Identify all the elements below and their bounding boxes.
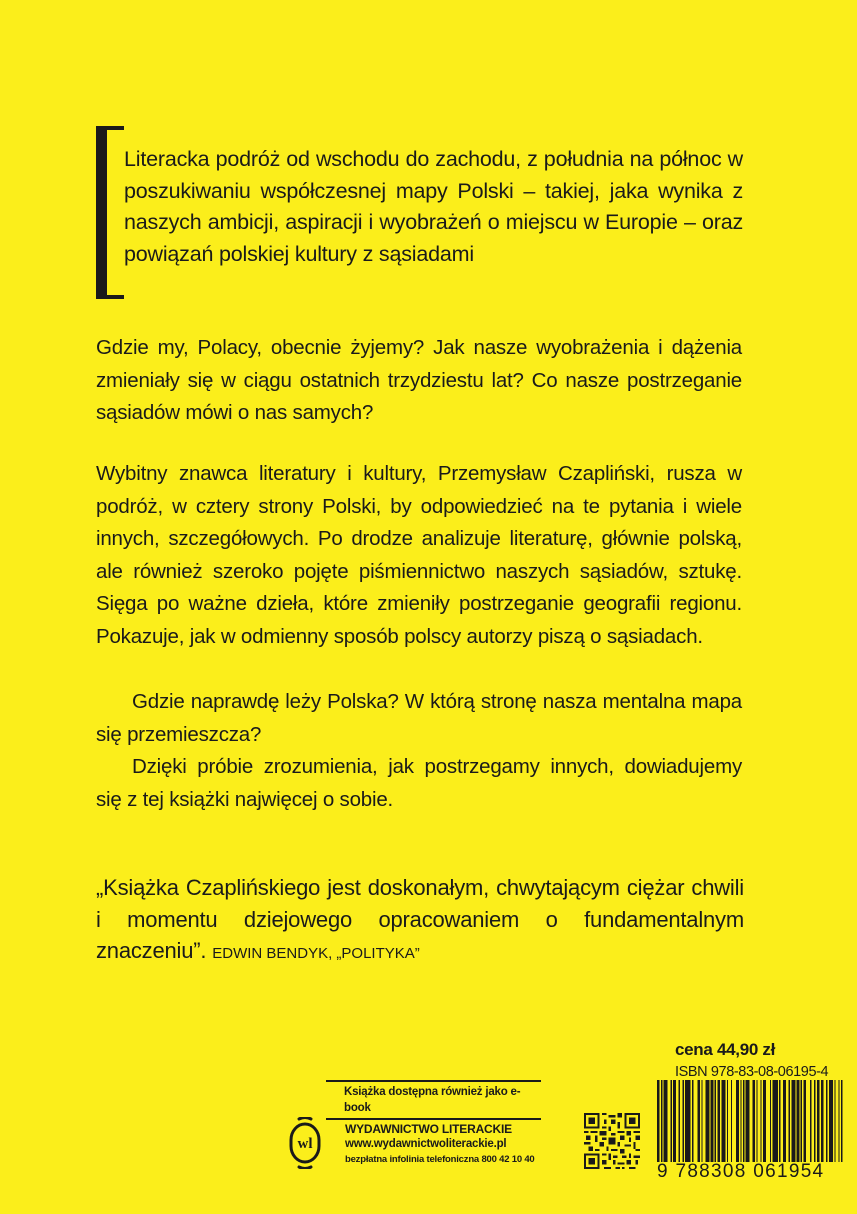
publisher-name: WYDAWNICTWO LITERACKIE [345, 1122, 512, 1136]
barcode-bar [678, 1080, 679, 1162]
ebook-note: Książka dostępna również jako e-book [326, 1080, 541, 1120]
barcode-bar [841, 1080, 842, 1162]
barcode-bar [826, 1080, 827, 1162]
barcode-bar [814, 1080, 815, 1162]
barcode-bar [661, 1080, 662, 1162]
quote-text: „Książka Czaplińskiego jest doskonałym, chwytającym ciężar chwili i momentu dziejowego opracowaniem o fundamentalnym znaczeniu” [96, 875, 744, 963]
barcode-bar [692, 1080, 693, 1162]
barcode-bar [803, 1080, 806, 1162]
barcode-bar [760, 1080, 761, 1162]
logo-letters: wl [297, 1136, 313, 1152]
barcode-bar [791, 1080, 795, 1162]
publisher-logo-icon [288, 1117, 322, 1169]
barcode-digits: 9 788308 061954 [657, 1161, 825, 1182]
barcode-icon [657, 1080, 845, 1162]
review-quote [96, 872, 744, 970]
barcode-bar [770, 1080, 771, 1162]
body-paragraph-1: Gdzie my, Polacy, obecnie żyjemy? Jak nasze wyobrażenia i dążenia zmieniały się w ciągu ostatnich trzydziestu lat? Co nasze postrzeganie sąsiadów mówi o nas samych? [96, 336, 742, 424]
quote-source: EDWIN BENDYK, „POLITYKA” [212, 945, 420, 962]
publisher-hotline: bezpłatna infolinia telefoniczna 800 42 10 40 [345, 1154, 535, 1165]
barcode-bar [715, 1080, 716, 1162]
barcode-bar [789, 1080, 790, 1162]
barcode-bar [673, 1080, 676, 1162]
barcode-bar [801, 1080, 802, 1162]
barcode-bar [740, 1080, 741, 1162]
barcode-bar [701, 1080, 702, 1162]
body-paragraph-3: Gdzie naprawdę leży Polska? W którą stronę nasza mentalna mapa się przemieszcza? [96, 690, 742, 746]
quote-separator: . [200, 938, 213, 963]
publisher-url[interactable]: www.wydawnictwoliterackie.pl [345, 1138, 507, 1150]
barcode-bar [834, 1080, 835, 1162]
barcode-bar [717, 1080, 720, 1162]
barcode-bar [752, 1080, 755, 1162]
qr-code-icon [584, 1113, 640, 1169]
barcode-bar [797, 1080, 800, 1162]
isbn-label: ISBN 978-83-08-06195-4 [675, 1064, 829, 1080]
barcode-bar [746, 1080, 750, 1162]
barcode-bar [772, 1080, 777, 1162]
barcode-bar [697, 1080, 700, 1162]
barcode-bar [756, 1080, 757, 1162]
lead-text: Literacka podróż od wschodu do zachodu, z południa na północ w poszukiwaniu współczesnej mapy Polski – takiej, jaka wynika z naszych ambicji, aspiracji i wyobrażeń o miejscu w Europie – oraz powiązań polskiej kultury z sąsiadami [124, 147, 743, 266]
body-paragraph-4: Dzięki próbie zrozumienia, jak postrzegamy innych, dowiadujemy się z tej książki najwięcej o sobie. [96, 755, 742, 811]
price-label: cena 44,90 zł [675, 1040, 776, 1059]
barcode-bar [810, 1080, 811, 1162]
opening-bracket [96, 126, 124, 299]
barcode-bar [670, 1080, 671, 1162]
barcode-bar [685, 1080, 690, 1162]
barcode-bar [763, 1080, 766, 1162]
barcode-bar [821, 1080, 824, 1162]
barcode-bar [657, 1080, 660, 1162]
barcode-bar [779, 1080, 780, 1162]
body-paragraph-2: Wybitny znawca literatury i kultury, Przemysław Czapliński, rusza w podróż, w cztery strony Polski, by odpowiedzieć na te pytania i wiele innych, szczegółowych. Po drodze analizuje literaturę, głównie polską, ale również szeroko pojęte piśmiennictwo naszych sąsiadów, sztukę. Sięga po ważne dzieła, które zmieniły postrzeganie geografii regionu. Pokazuje, jak w odmienny sposób polscy autorzy piszą o sąsiadach. [96, 462, 742, 648]
barcode-bar [711, 1080, 714, 1162]
barcode-bar [721, 1080, 725, 1162]
barcode-bar [731, 1080, 732, 1162]
publisher-info [345, 1122, 535, 1167]
barcode-bar [683, 1080, 684, 1162]
barcode-bar [783, 1080, 786, 1162]
barcode-bar [829, 1080, 833, 1162]
barcode-bar [664, 1080, 668, 1162]
barcode-bar [838, 1080, 839, 1162]
barcode-bar [727, 1080, 728, 1162]
barcode-bar [705, 1080, 709, 1162]
barcode-bar [736, 1080, 739, 1162]
barcode-bar [817, 1080, 820, 1162]
barcode-bar [743, 1080, 744, 1162]
